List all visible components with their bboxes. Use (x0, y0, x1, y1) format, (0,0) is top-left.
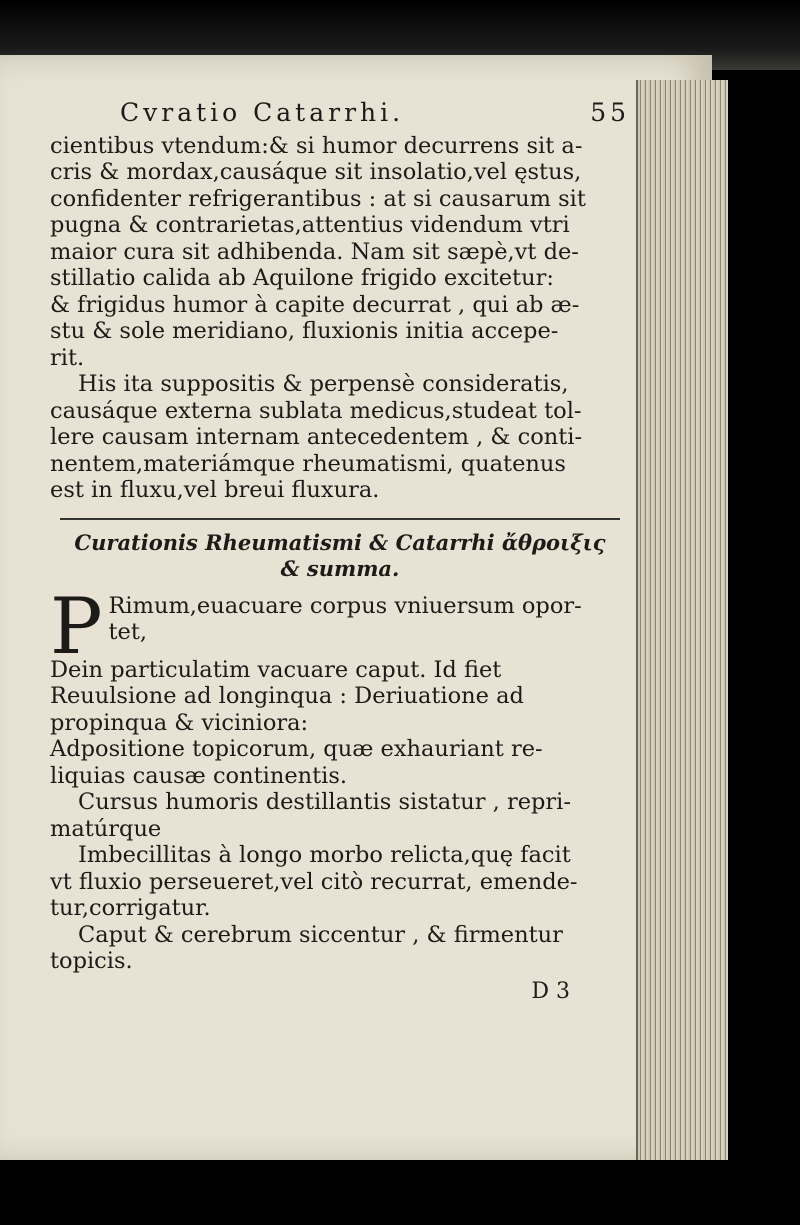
text-line: stu & sole meridiano, fluxionis initia accepe- (50, 318, 559, 344)
list-item (50, 842, 630, 922)
text-line: causáque externa sublata medicus,studeat tol- (50, 397, 582, 424)
text-line: Adpositione topicorum, quæ exhauriant re- (50, 736, 543, 762)
text-line: His ita suppositis & perpensè consideratis, (78, 371, 569, 397)
text-line: matúrque (50, 815, 162, 842)
text-line: tet, (108, 619, 148, 645)
text-line: est in fluxu,vel breui fluxura. (50, 477, 380, 503)
section-divider (60, 518, 620, 520)
text-line: cris & mordax,causáque sit insolatio,vel ęstus, (50, 159, 582, 185)
text-line: maior cura sit adhibenda. Nam sit sæpè,vt de- (50, 238, 579, 265)
text-line: rit. (50, 344, 85, 371)
list-item (50, 593, 630, 657)
running-header (120, 100, 630, 127)
text-line: Rimum,euacuare corpus vniuersum opor- (108, 592, 582, 619)
text-line: Caput & cerebrum siccentur , & firmentur (78, 921, 563, 948)
text-line: topicis. (50, 948, 133, 974)
paragraph-1 (50, 133, 630, 372)
page-number: 55 (590, 98, 630, 127)
signature-mark: D 3 (531, 978, 570, 1004)
text-line: pugna & contrarietas,attentius videndum vtri (50, 212, 570, 238)
summary-list (50, 593, 630, 975)
heading-line: Curationis Rheumatismi & Catarrhi ἄθροιξις (74, 529, 606, 555)
text-line: Cursus humoris destillantis sistatur , repri- (78, 789, 571, 815)
text-line: Imbecillitas à longo morbo relicta,quę facit (78, 842, 571, 868)
text-line: Reuulsione ad longinqua : Deriuatione ad (50, 683, 524, 709)
paragraph-2 (50, 371, 630, 504)
text-line: lere causam internam antecedentem , & conti- (50, 424, 583, 450)
section-heading (50, 530, 630, 583)
text-line: propinqua & viciniora: (50, 709, 309, 736)
text-line: vt fluxio perseueret,vel citò recurrat, emende- (50, 868, 578, 895)
book-bottom-edge (0, 1160, 800, 1225)
text-line: & frigidus humor à capite decurrat , qui ab æ- (50, 291, 580, 318)
list-item (50, 657, 630, 684)
running-title: Cvratio Catarrhi. (120, 98, 405, 127)
text-line: cientibus vtendum:& si humor decurrens sit a- (50, 132, 583, 159)
list-item (50, 683, 630, 736)
page-edges (636, 80, 728, 1160)
text-line: confidenter refrigerantibus : at si causarum sit (50, 185, 586, 212)
list-item (50, 736, 630, 789)
list-item (50, 789, 630, 842)
text-line: Dein particulatim vacuare caput. Id fiet (50, 656, 502, 683)
drop-cap: P (50, 592, 103, 657)
text-line: stillatio calida ab Aquilone frigido excitetur: (50, 265, 554, 291)
text-line: tur,corrigatur. (50, 895, 211, 921)
page-text (50, 100, 630, 1005)
text-line: nentem,materiámque rheumatismi, quatenus (50, 450, 566, 477)
list-item (50, 922, 630, 975)
text-line: liquias causæ continentis. (50, 762, 348, 789)
heading-line: & summa. (280, 556, 400, 581)
